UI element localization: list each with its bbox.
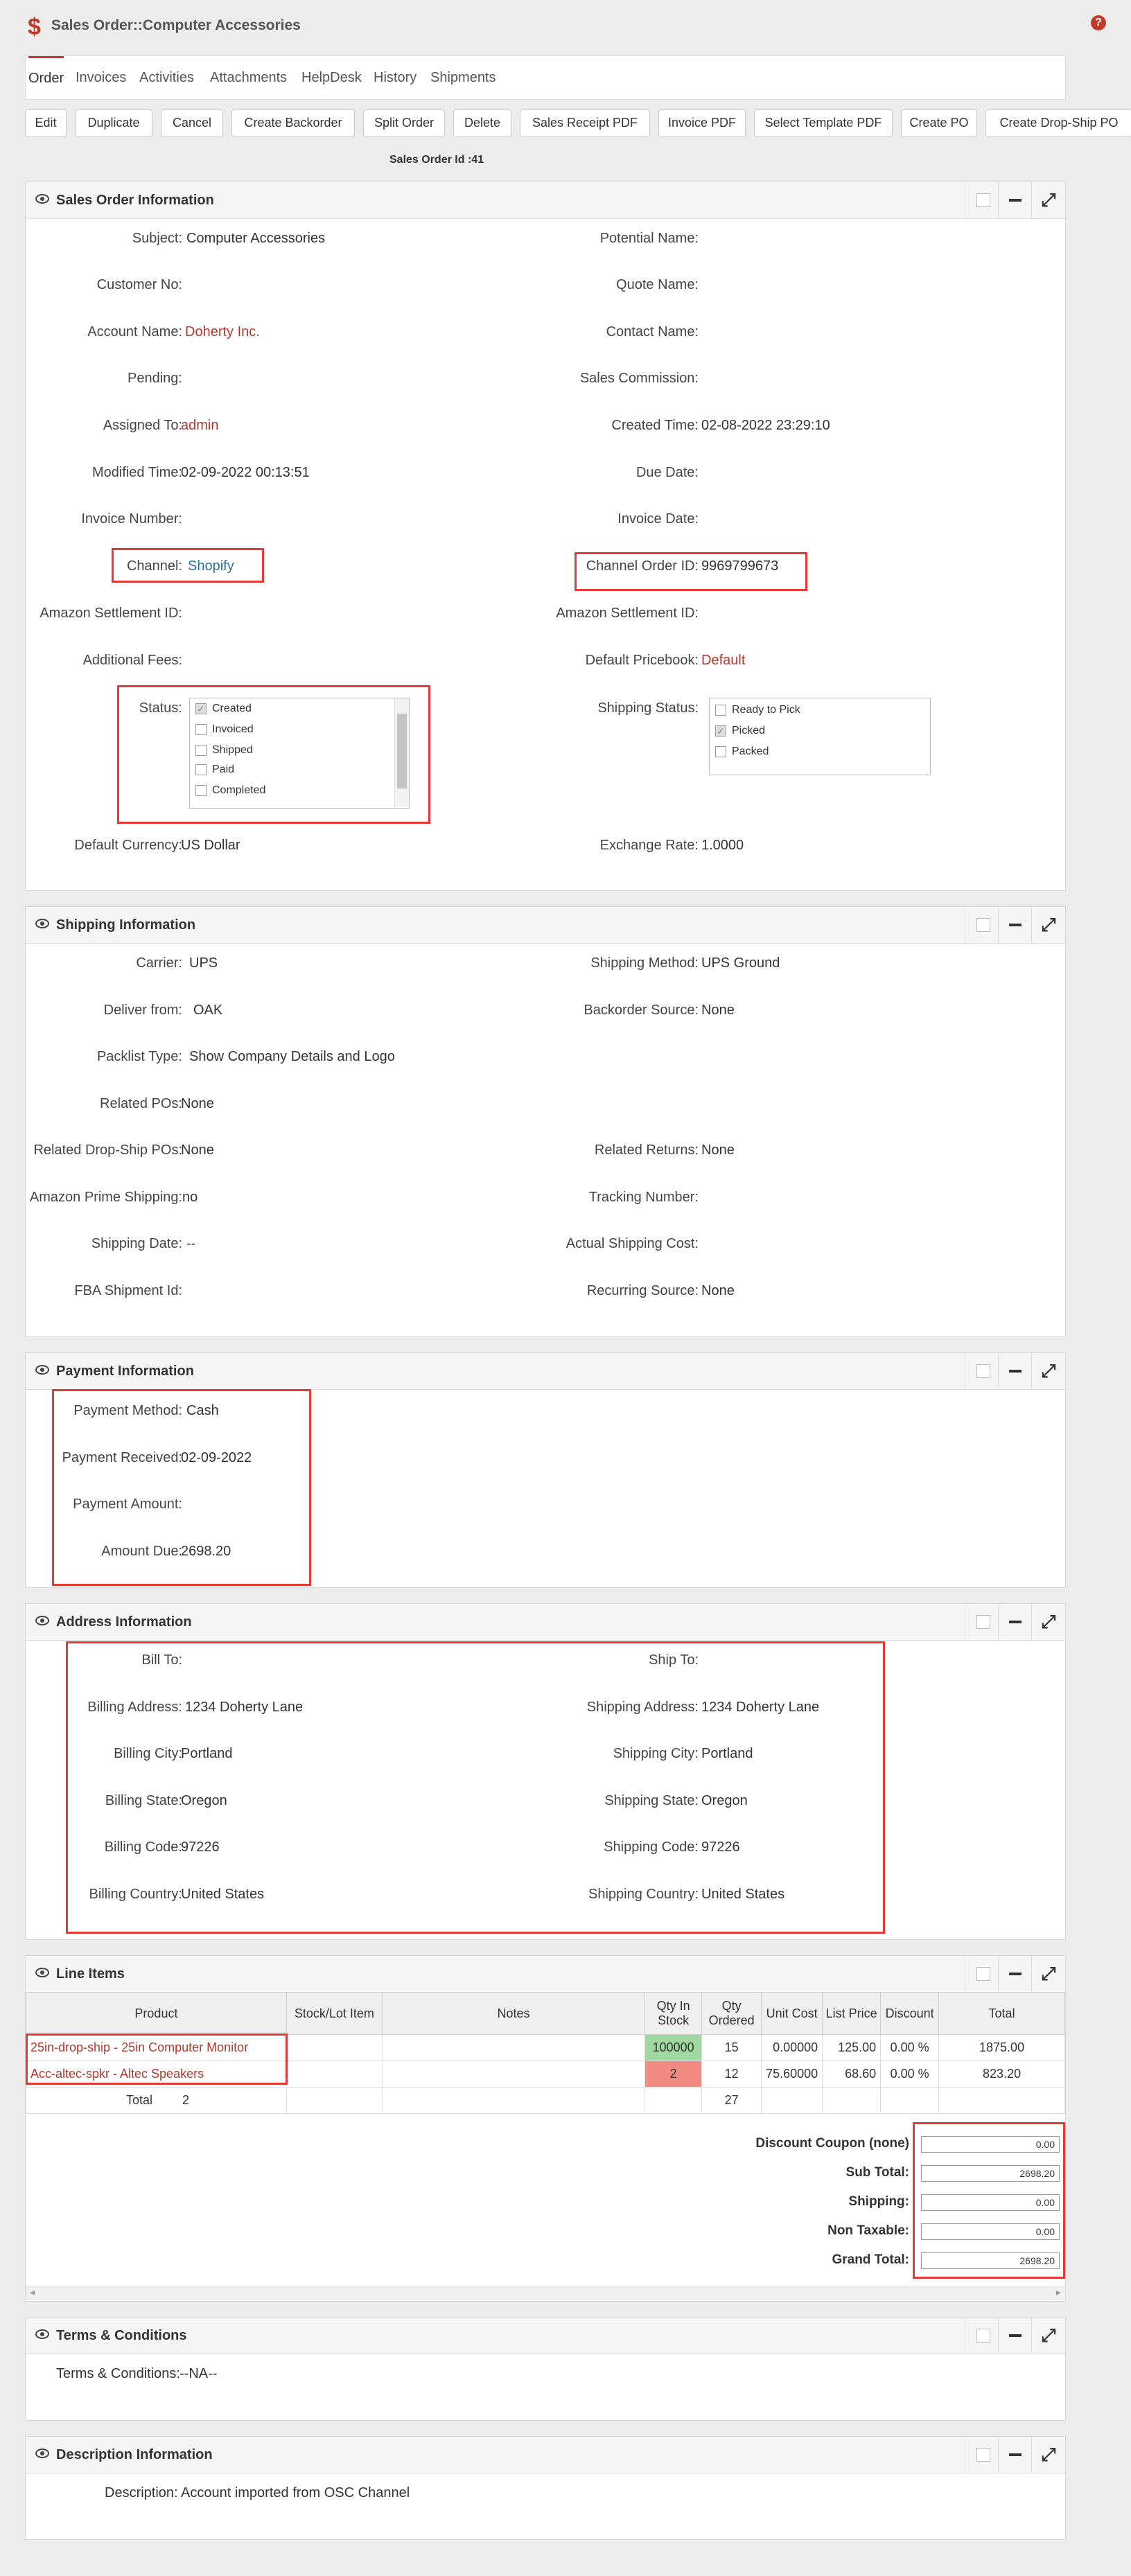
total-label: Total	[126, 2093, 153, 2107]
field-shipping-city: Shipping City: Portland	[613, 1746, 753, 1761]
field-billing-country: Billing Country: United States	[89, 1887, 265, 1902]
field-shipping-method: Shipping Method: UPS Ground	[590, 955, 780, 971]
eye-icon[interactable]	[35, 919, 49, 928]
minimize-icon[interactable]	[998, 1353, 1032, 1389]
create-po-button[interactable]: Create PO	[901, 109, 977, 137]
panel-header	[26, 182, 1065, 219]
field-channel-order-id: Channel Order ID: 9969799673	[586, 558, 779, 574]
field-created-time: Created Time: 02-08-2022 23:29:10	[611, 418, 830, 433]
product-link[interactable]: Acc-altec-spkr - Altec Speakers	[26, 2061, 287, 2088]
expand-icon[interactable]: ⤢	[1031, 1604, 1065, 1640]
minimize-icon[interactable]	[998, 1956, 1032, 1992]
field-payment-amount: Payment Amount:	[73, 1497, 182, 1512]
select-checkbox[interactable]	[965, 1353, 999, 1389]
sales-order-id: Sales Order Id :41	[389, 154, 484, 166]
expand-icon[interactable]: ⤢	[1031, 907, 1065, 943]
total-count: 2	[182, 2093, 190, 2107]
tab-activities[interactable]: Activities	[139, 70, 194, 85]
select-checkbox[interactable]	[965, 1604, 999, 1640]
column-stock-lot[interactable]: Stock/Lot Item	[286, 1993, 382, 2035]
panel-header	[26, 2437, 1065, 2473]
panel-title: Shipping Information	[56, 917, 196, 933]
field-invoice-date: Invoice Date:	[617, 511, 699, 527]
field-due-date: Due Date:	[635, 465, 699, 480]
shipping-option-picked[interactable]: ✓Picked	[715, 723, 765, 739]
table-total-row	[26, 2088, 1065, 2114]
field-recurring-source: Recurring Source: None	[586, 1283, 735, 1298]
panel-title: Description Information	[56, 2447, 213, 2462]
field-actual-shipping-cost: Actual Shipping Cost:	[566, 1236, 699, 1251]
total-shipping: Shipping: 0.00	[26, 2194, 1065, 2216]
field-deliver-from: Deliver from: OAK	[103, 1003, 223, 1018]
column-unit-cost[interactable]: Unit Cost	[762, 1993, 823, 2035]
invoice-pdf-button[interactable]: Invoice PDF	[658, 109, 746, 137]
discount-coupon-field[interactable]: 0.00	[921, 2136, 1060, 2153]
qty-in-stock-cell: 2	[645, 2061, 702, 2088]
field-amazon-prime-shipping: Amazon Prime Shipping: no	[29, 1190, 198, 1205]
cancel-button[interactable]: Cancel	[161, 109, 223, 137]
channel-order-id-highlight	[575, 552, 807, 591]
tab-order[interactable]: Order	[28, 56, 64, 101]
sales-order-information-panel	[25, 182, 1066, 891]
minimize-icon[interactable]	[998, 2318, 1032, 2354]
panel-header	[26, 2318, 1065, 2354]
grand-total-field[interactable]: 2698.20	[921, 2252, 1060, 2269]
field-subject: Subject: Computer Accessories	[132, 231, 326, 246]
select-checkbox[interactable]	[965, 1956, 999, 1992]
field-quote-name: Quote Name:	[616, 277, 699, 292]
field-billing-address: Billing Address: 1234 Doherty Lane	[87, 1700, 304, 1715]
shipping-status-listbox[interactable]	[709, 698, 931, 775]
tab-helpdesk[interactable]: HelpDesk	[301, 70, 362, 85]
field-potential-name: Potential Name:	[599, 231, 699, 246]
select-checkbox[interactable]	[965, 2437, 999, 2473]
split-order-button[interactable]: Split Order	[363, 109, 445, 137]
total-qty-ordered: 27	[702, 2088, 762, 2114]
field-status-label: Status:	[139, 700, 182, 716]
tab-history[interactable]: History	[374, 70, 417, 85]
field-amazon-settlement-id-right: Amazon Settlement ID:	[556, 606, 699, 621]
page-title: Sales Order::Computer Accessories	[51, 17, 301, 33]
field-shipping-code: Shipping Code: 97226	[604, 1840, 740, 1855]
create-backorder-button[interactable]: Create Backorder	[231, 109, 355, 137]
minimize-icon[interactable]	[998, 182, 1032, 218]
field-channel: Channel: Shopify	[126, 558, 234, 574]
field-ship-to: Ship To:	[649, 1652, 699, 1668]
column-product[interactable]: Product	[26, 1993, 287, 2035]
table-row: Acc-altec-spkr - Altec Speakers 2 12 75.60000 68.60 0.00 % 823.20	[26, 2061, 1065, 2088]
column-total[interactable]: Total	[939, 1993, 1065, 2035]
column-notes[interactable]: Notes	[382, 1993, 645, 2035]
help-icon[interactable]: ?	[1091, 15, 1106, 30]
panel-header	[26, 1956, 1065, 1993]
assigned-to-link[interactable]: admin	[181, 418, 219, 433]
status-option-created[interactable]: ✓ Created	[195, 701, 252, 716]
panel-title: Address Information	[56, 1614, 192, 1630]
non-taxable-field[interactable]: 0.00	[921, 2223, 1060, 2240]
eye-icon[interactable]	[35, 1365, 49, 1375]
total-non-taxable: Non Taxable: 0.00	[26, 2223, 1065, 2246]
panel-title: Payment Information	[56, 1364, 194, 1379]
tab-attachments[interactable]: Attachments	[210, 70, 288, 85]
status-option-invoiced[interactable]: Invoiced	[195, 722, 254, 737]
select-checkbox[interactable]	[965, 2318, 999, 2354]
horizontal-scrollbar[interactable]	[26, 2286, 1065, 2300]
field-related-returns: Related Returns: None	[594, 1143, 735, 1158]
field-bill-to: Bill To:	[141, 1652, 182, 1668]
field-default-pricebook: Default Pricebook: Default	[585, 653, 746, 668]
field-related-pos: Related POs: None	[100, 1096, 214, 1111]
field-billing-code: Billing Code: 97226	[104, 1840, 220, 1855]
field-related-drop-ship-pos: Related Drop-Ship POs: None	[33, 1143, 214, 1158]
account-name-link[interactable]: Doherty Inc.	[185, 324, 260, 339]
field-billing-city: Billing City: Portland	[114, 1746, 233, 1761]
field-shipping-state: Shipping State: Oregon	[604, 1793, 748, 1808]
field-description: Description: Account imported from OSC Channel	[105, 2485, 410, 2500]
channel-highlight	[112, 548, 264, 583]
field-amazon-settlement-id: Amazon Settlement ID:	[40, 606, 182, 621]
channel-link[interactable]: Shopify	[188, 558, 234, 574]
sub-total-field[interactable]: 2698.20	[921, 2165, 1060, 2182]
minimize-icon[interactable]	[998, 2437, 1032, 2473]
expand-icon[interactable]: ⤢	[1031, 182, 1065, 218]
expand-icon[interactable]: ⤢	[1031, 1956, 1065, 1992]
status-option-completed[interactable]: Completed	[195, 783, 265, 798]
product-link[interactable]: 25in-drop-ship - 25in Computer Monitor	[26, 2035, 287, 2061]
panel-title: Sales Order Information	[56, 193, 214, 208]
checkbox-icon	[715, 705, 726, 716]
products-highlight	[26, 2034, 288, 2085]
column-qty-ordered[interactable]: Qty Ordered	[702, 1993, 762, 2035]
eye-icon[interactable]	[35, 2329, 49, 2339]
field-shipping-date: Shipping Date: --	[91, 1236, 196, 1251]
status-option-shipped[interactable]: Shipped	[195, 743, 253, 758]
field-packlist-type: Packlist Type: Show Company Details and Logo	[96, 1049, 395, 1064]
duplicate-button[interactable]: Duplicate	[75, 109, 152, 137]
field-carrier: Carrier: UPS	[136, 955, 218, 971]
edit-button[interactable]: Edit	[25, 109, 67, 137]
terms-conditions-panel	[25, 2317, 1066, 2421]
field-contact-name: Contact Name:	[606, 324, 699, 339]
field-payment-method: Payment Method: Cash	[73, 1403, 219, 1418]
field-shipping-address: Shipping Address: 1234 Doherty Lane	[586, 1700, 820, 1715]
title-bar	[25, 10, 1106, 44]
totals-highlight	[913, 2122, 1065, 2279]
eye-icon[interactable]	[35, 1616, 49, 1625]
table-header-row	[26, 1993, 1065, 2035]
column-qty-in-stock[interactable]: Qty In Stock	[645, 1993, 702, 2035]
minimize-icon[interactable]	[998, 907, 1032, 943]
select-checkbox[interactable]	[965, 907, 999, 943]
shipping-information-panel	[25, 906, 1066, 1337]
address-highlight	[66, 1641, 885, 1934]
field-account-name: Account Name: Doherty Inc.	[87, 324, 260, 339]
payment-highlight	[52, 1389, 311, 1586]
field-billing-state: Billing State: Oregon	[105, 1793, 227, 1808]
scroll-left-icon[interactable]: ◂	[30, 2286, 35, 2297]
field-modified-time: Modified Time: 02-09-2022 00:13:51	[91, 465, 310, 480]
field-additional-fees: Additional Fees:	[82, 653, 182, 668]
panel-title: Line Items	[56, 1966, 125, 1982]
field-invoice-number: Invoice Number:	[81, 511, 182, 527]
field-tracking-number: Tracking Number:	[588, 1190, 699, 1205]
field-sales-commission: Sales Commission:	[579, 371, 699, 386]
panel-title: Terms & Conditions	[56, 2328, 187, 2343]
panel-header	[26, 907, 1065, 944]
checkbox-icon	[715, 746, 726, 757]
eye-icon[interactable]	[35, 194, 49, 204]
table-row: 25in-drop-ship - 25in Computer Monitor 100000 15 0.00000 125.00 0.00 % 1875.00	[26, 2035, 1065, 2061]
total-grand-total: Grand Total: 2698.20	[26, 2252, 1065, 2275]
tab-shipments[interactable]: Shipments	[430, 70, 496, 85]
expand-icon[interactable]: ⤢	[1031, 2318, 1065, 2354]
column-discount[interactable]: Discount	[881, 1993, 939, 2035]
eye-icon[interactable]	[35, 2449, 49, 2458]
select-template-pdf-button[interactable]: Select Template PDF	[754, 109, 893, 137]
sales-receipt-pdf-button[interactable]: Sales Receipt PDF	[520, 109, 650, 137]
total-discount-coupon: Discount Coupon (none) 0.00	[26, 2136, 1065, 2158]
dollar-icon: $	[28, 14, 41, 40]
field-payment-received: Payment Received: 02-09-2022	[62, 1450, 252, 1465]
expand-icon[interactable]: ⤢	[1031, 1353, 1065, 1389]
field-exchange-rate: Exchange Rate: 1.0000	[599, 838, 744, 853]
panel-header	[26, 1604, 1065, 1641]
address-information-panel	[25, 1603, 1066, 1940]
action-toolbar	[25, 109, 1131, 137]
field-customer-no: Customer No:	[96, 277, 182, 292]
shipping-field[interactable]: 0.00	[921, 2194, 1060, 2211]
column-list-price[interactable]: List Price	[823, 1993, 881, 2035]
field-shipping-country: Shipping Country: United States	[588, 1887, 785, 1902]
shipping-option-ready-to-pick[interactable]: Ready to Pick	[715, 703, 800, 718]
tab-invoices[interactable]: Invoices	[76, 70, 127, 85]
create-drop-ship-po-button[interactable]: Create Drop-Ship PO	[985, 109, 1131, 137]
checkbox-icon	[715, 725, 726, 736]
description-information-panel	[25, 2436, 1066, 2540]
total-sub-total: Sub Total: 2698.20	[26, 2165, 1065, 2187]
delete-button[interactable]: Delete	[453, 109, 511, 137]
payment-information-panel	[25, 1352, 1066, 1588]
shipping-option-packed[interactable]: Packed	[715, 744, 769, 759]
field-shipping-status-label: Shipping Status:	[597, 700, 699, 716]
minimize-icon[interactable]	[998, 1604, 1032, 1640]
select-checkbox[interactable]	[965, 182, 999, 218]
field-amount-due: Amount Due: 2698.20	[101, 1544, 231, 1559]
field-fba-shipment-id: FBA Shipment Id:	[74, 1283, 182, 1298]
field-pending: Pending:	[128, 371, 182, 386]
eye-icon[interactable]	[35, 1968, 49, 1977]
expand-icon[interactable]: ⤢	[1031, 2437, 1065, 2473]
scroll-right-icon[interactable]: ▸	[1055, 2286, 1061, 2297]
line-items-panel	[25, 1955, 1066, 2302]
panel-header	[26, 1353, 1065, 1390]
field-assigned-to: Assigned To: admin	[103, 418, 219, 433]
record-tabs	[25, 55, 1066, 100]
status-highlight	[117, 685, 430, 824]
field-default-currency: Default Currency: US Dollar	[74, 838, 240, 853]
default-pricebook-link[interactable]: Default	[701, 653, 746, 668]
field-terms: Terms & Conditions: --NA--	[56, 2366, 218, 2381]
status-option-paid[interactable]: Paid	[195, 762, 234, 777]
qty-in-stock-cell: 100000	[645, 2035, 702, 2061]
field-backorder-source: Backorder Source: None	[584, 1003, 735, 1018]
